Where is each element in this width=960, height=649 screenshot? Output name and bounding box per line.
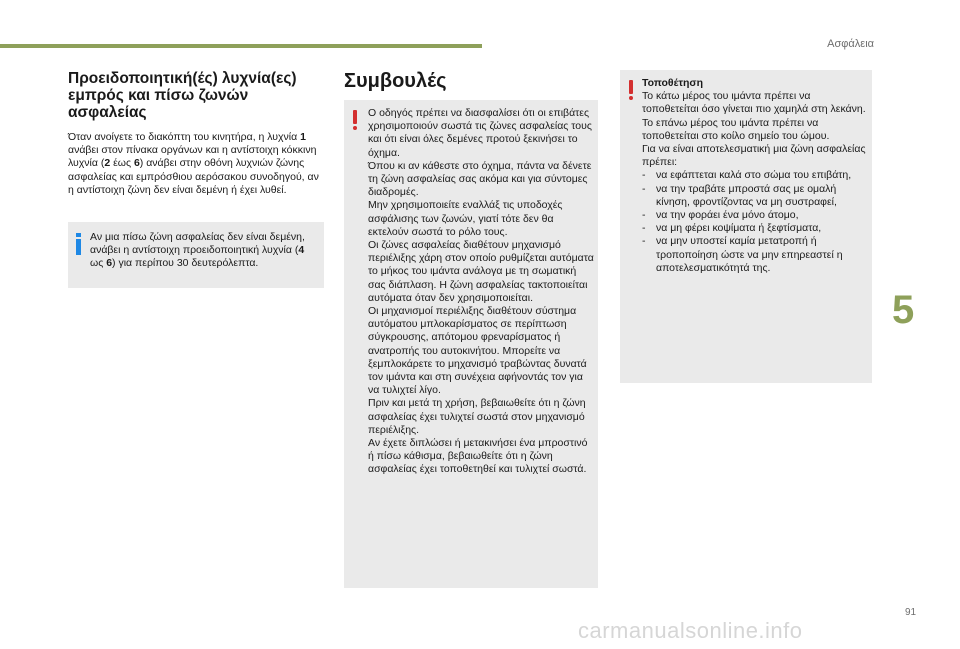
advice-warning-box bbox=[344, 100, 598, 588]
info-box bbox=[68, 222, 324, 288]
advice-paragraph: Αν έχετε διπλώσει ή μετακινήσει ένα μπροστινό ή πίσω κάθισμα, βεβαιωθείτε ότι η ζώνη ασφαλείας έχει τοποθετηθεί και τυλιχτεί σωστά. bbox=[368, 437, 588, 476]
page-number: 91 bbox=[905, 607, 917, 618]
top-accent-bar bbox=[0, 44, 482, 48]
list-item: - να μη φέρει κοψίματα ή ξεφτίσματα, bbox=[642, 222, 868, 235]
advice-heading: Συμβουλές bbox=[344, 70, 447, 92]
warning-icon bbox=[628, 80, 634, 100]
positioning-paragraph: Το επάνω μέρος του ιμάντα πρέπει να τοποθετείται στο κοίλο σημείο του ώμου. bbox=[642, 116, 830, 142]
section-heading: Προειδοποιητική(ές) λυχνία(ες) εμπρός και πίσω ζωνών ασφαλείας bbox=[68, 70, 297, 121]
advice-paragraph: Οι ζώνες ασφαλείας διαθέτουν μηχανισμό περιέλιξης χάρη στον οποίο ρυθμίζεται αυτόματα το μήκος του ιμάντα ανάλογα με τη σωματική σας διάπλαση. Η ζώνη ασφαλείας τακτοποιείται αυτόματα όταν δεν χρησιμοποιείται. bbox=[368, 239, 594, 304]
left-column bbox=[68, 70, 324, 197]
list-item: - να την φοράει ένα μόνο άτομο, bbox=[642, 209, 868, 222]
intro-paragraph: Όταν ανοίγετε το διακόπτη του κινητήρα, η λυχνία 1 ανάβει στον πίνακα οργάνων και η αντίστοιχη κόκκινη λυχνία (2 έως 6) ανάβει στην οθόνη λυχνιών ζώνης ασφαλείας και εμπρόσθιου αερόσακου συνοδηγού, αν η αντίστοιχη ζώνη δεν είναι δεμένη ή έχει λυθεί. bbox=[68, 131, 319, 196]
info-icon bbox=[76, 233, 81, 255]
positioning-warning-box bbox=[620, 70, 872, 383]
list-item: - να εφάπτεται καλά στο σώμα του επιβάτη, bbox=[642, 169, 868, 182]
advice-paragraph: Όπου κι αν κάθεστε στο όχημα, πάντα να δένετε τη ζώνη ασφαλείας σας ακόμα και για σύντομες διαδρομές. bbox=[368, 159, 592, 199]
positioning-paragraph: Για να είναι αποτελεσματική μια ζώνη ασφαλείας πρέπει: bbox=[642, 143, 866, 169]
advice-paragraph: Ο οδηγός πρέπει να διασφαλίσει ότι οι επιβάτες χρησιμοποιούν σωστά τις ζώνες ασφαλείας τους και ότι είναι όλες δεμένες προτού ξεκινήσει το όχημα. bbox=[368, 107, 592, 159]
positioning-paragraph: Το κάτω μέρος του ιμάντα πρέπει να τοποθετείται όσο γίνεται πιο χαμηλά στη λεκάνη. bbox=[642, 90, 866, 116]
warning-icon bbox=[352, 110, 358, 130]
positioning-text bbox=[642, 77, 868, 275]
info-text: Αν μια πίσω ζώνη ασφαλείας δεν είναι δεμένη, ανάβει η αντίστοιχη προειδοποιητική λυχνία (4 ως 6) για περίπου 30 δευτερόλεπτα. bbox=[90, 231, 305, 270]
advice-paragraph: Οι μηχανισμοί περιέλιξης διαθέτουν σύστημα αυτόματου μπλοκαρίσματος σε περίπτωση σύγκρουσης, απότομου φρεναρίσματος ή ανατροπής του αυτοκινήτου. Μπορείτε να ξεμπλοκάρετε το μηχανισμό τραβώντας δυνατά τον ιμάντα και στη συνέχεια αφήνοντάς τον για να τυλιχτεί λίγο. bbox=[368, 305, 587, 397]
advice-paragraph: Μην χρησιμοποιείτε εναλλάξ τις υποδοχές ασφάλισης των ζωνών, γιατί τότε δεν θα εκτελούν σωστά το ρόλο τους. bbox=[368, 199, 563, 238]
positioning-heading: Τοποθέτηση bbox=[642, 77, 704, 89]
advice-paragraph: Πριν και μετά τη χρήση, βεβαιωθείτε ότι η ζώνη ασφαλείας έχει τυλιχτεί σωστά στον μηχανισμό περιέλιξης. bbox=[368, 397, 586, 436]
advice-text bbox=[368, 107, 594, 477]
watermark: carmanualsonline.info bbox=[578, 618, 803, 643]
list-item: - να την τραβάτε μπροστά σας με ομαλή κίνηση, φροντίζοντας να μη συστραφεί, bbox=[642, 183, 868, 209]
list-item: - να μην υποστεί καμία μετατροπή ή τροποποίηση ώστε να μην επηρεαστεί η αποτελεσματικότητά της. bbox=[642, 235, 868, 275]
chapter-number: 5 bbox=[892, 288, 915, 332]
requirements-list bbox=[642, 169, 868, 275]
section-label: Ασφάλεια bbox=[827, 38, 874, 50]
